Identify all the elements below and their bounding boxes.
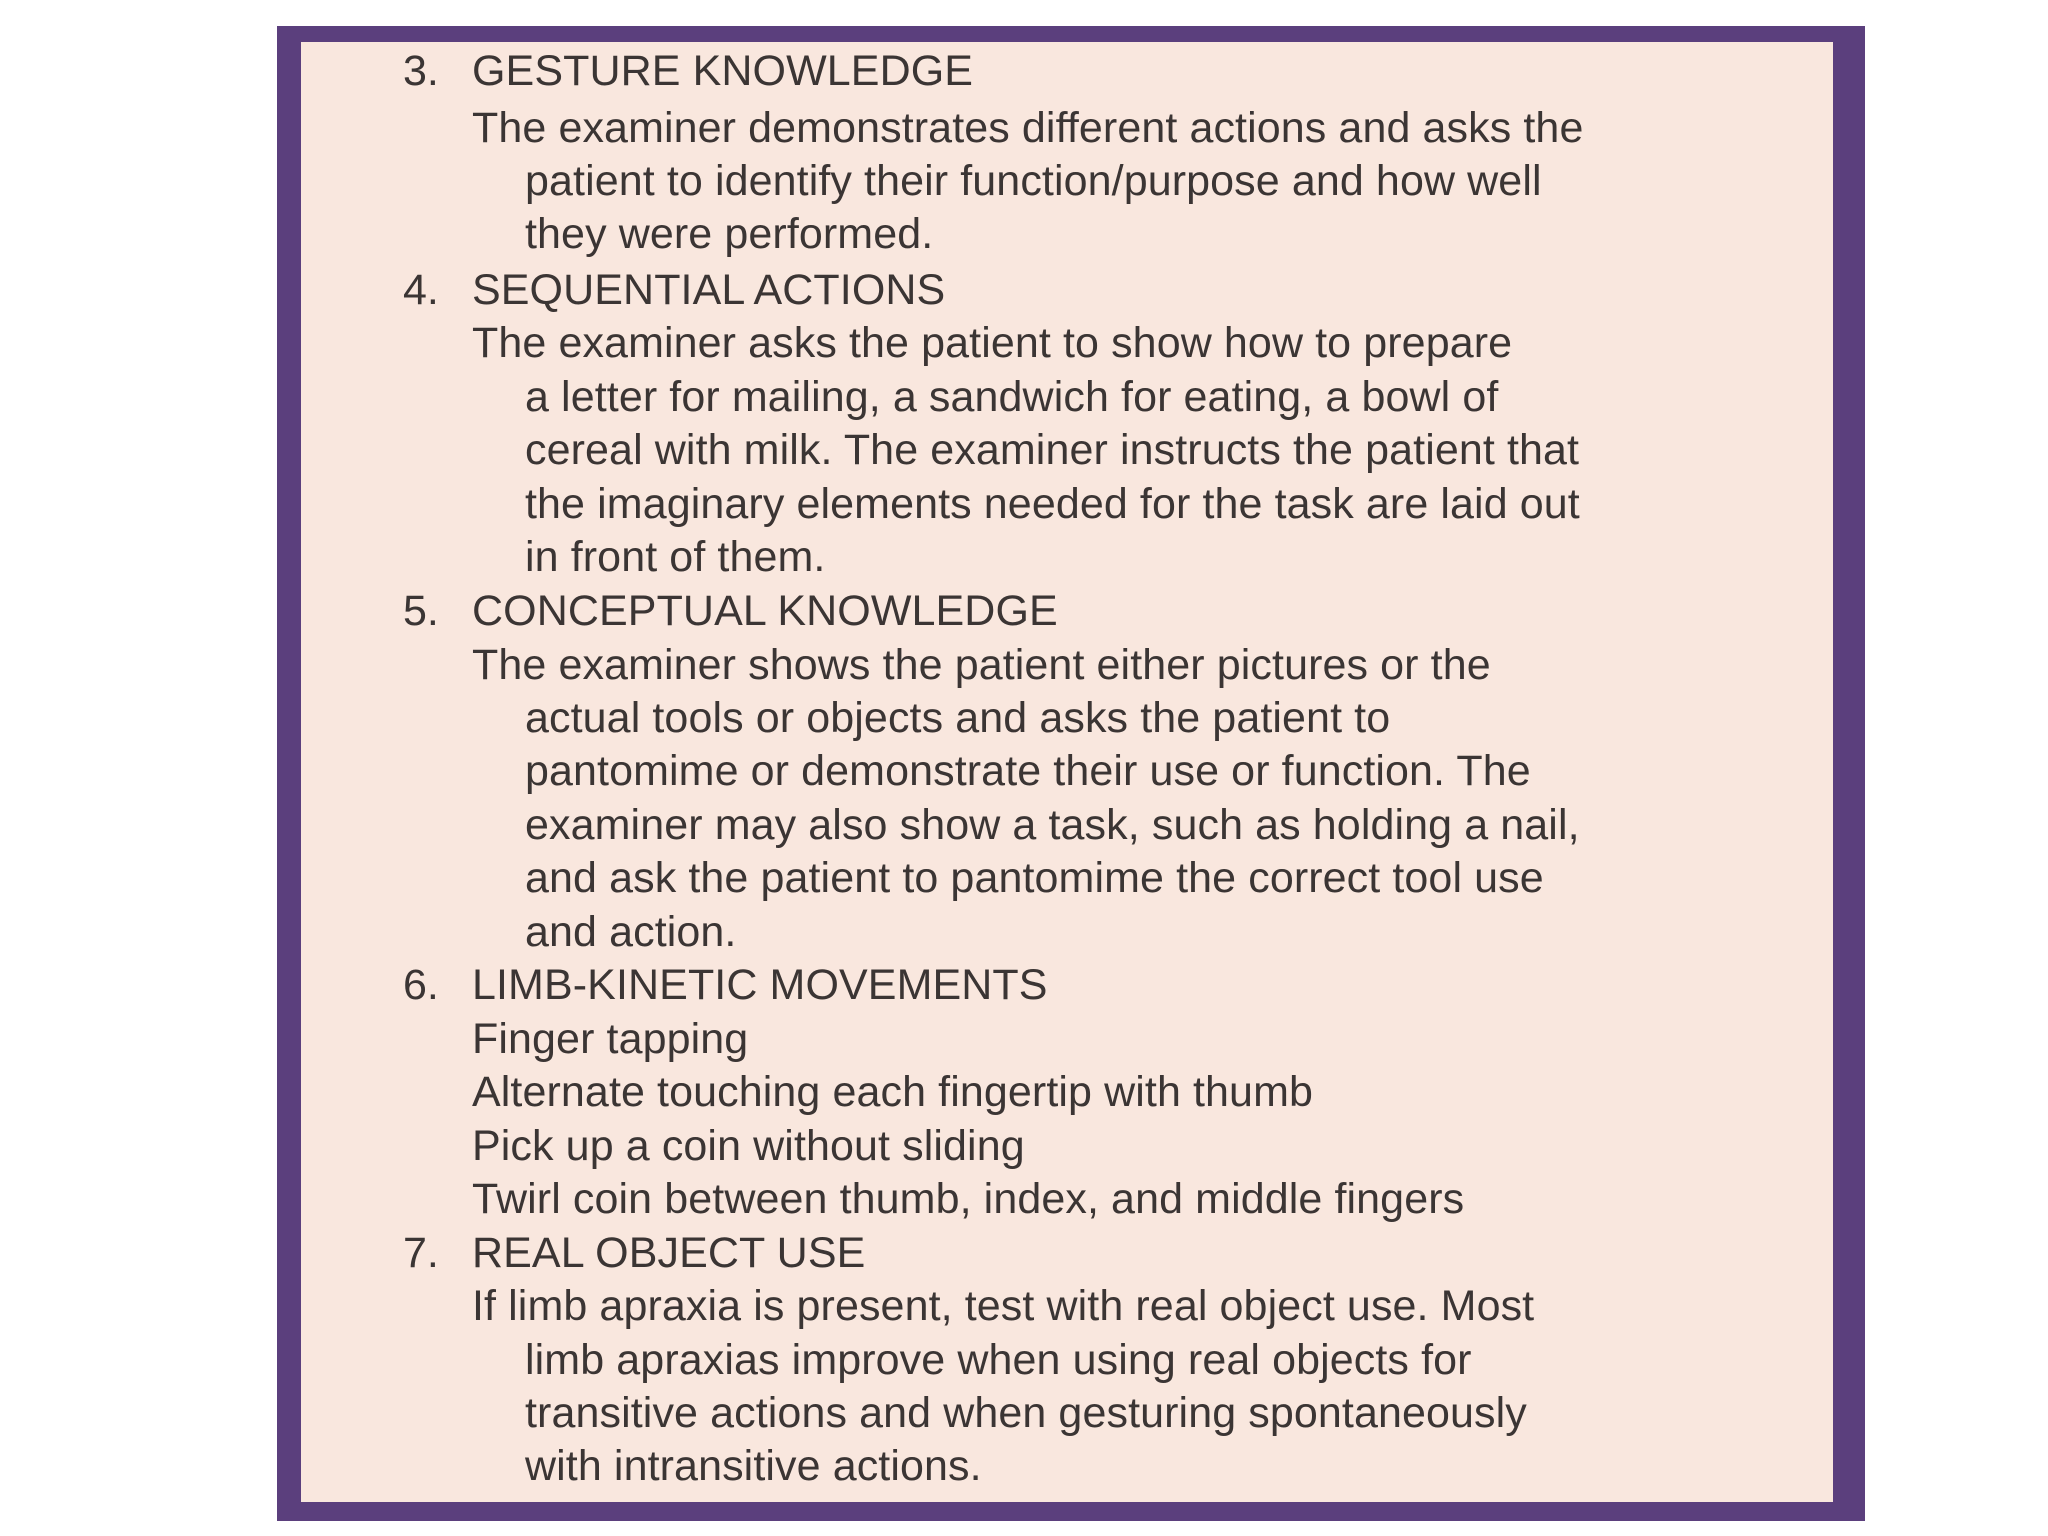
section-body-line: examiner may also show a task, such as holding a nail, bbox=[525, 801, 1580, 849]
section-body-line: The examiner demonstrates different actions and asks the bbox=[472, 104, 1584, 152]
section-body-line: pantomime or demonstrate their use or function. The bbox=[525, 747, 1531, 795]
section-body-line: cereal with milk. The examiner instructs the patient that bbox=[525, 426, 1580, 474]
section-number: 4. bbox=[403, 266, 439, 314]
section-number: 5. bbox=[403, 587, 439, 635]
section-body-line: Alternate touching each fingertip with thumb bbox=[472, 1068, 1314, 1116]
section-body-line: with intransitive actions. bbox=[525, 1442, 982, 1490]
section-body-line: Pick up a coin without sliding bbox=[472, 1122, 1025, 1170]
section-body-line: a letter for mailing, a sandwich for eating, a bowl of bbox=[525, 373, 1499, 421]
section-body-line: in front of them. bbox=[525, 533, 826, 581]
section-body-line: actual tools or objects and asks the patient to bbox=[525, 694, 1391, 742]
section-number: 6. bbox=[403, 961, 439, 1009]
section-number: 7. bbox=[403, 1229, 439, 1277]
section-body-line: and action. bbox=[525, 908, 737, 956]
section-body-line: Finger tapping bbox=[472, 1015, 749, 1063]
section-heading: SEQUENTIAL ACTIONS bbox=[472, 266, 946, 314]
section-body-line: patient to identify their function/purpose and how well bbox=[525, 157, 1542, 205]
section-body-line: and ask the patient to pantomime the correct tool use bbox=[525, 854, 1544, 902]
section-number: 3. bbox=[403, 47, 439, 95]
section-body-line: transitive actions and when gesturing spontaneously bbox=[525, 1389, 1527, 1437]
section-body-line: The examiner asks the patient to show how to prepare bbox=[472, 319, 1513, 367]
section-heading: REAL OBJECT USE bbox=[472, 1229, 866, 1277]
section-body-line: they were performed. bbox=[525, 210, 934, 258]
section-heading: LIMB-KINETIC MOVEMENTS bbox=[472, 961, 1048, 1009]
section-heading: CONCEPTUAL KNOWLEDGE bbox=[472, 587, 1058, 635]
section-body-line: the imaginary elements needed for the task are laid out bbox=[525, 480, 1580, 528]
section-body-line: If limb apraxia is present, test with real object use. Most bbox=[472, 1282, 1535, 1330]
section-body-line: limb apraxias improve when using real objects for bbox=[525, 1336, 1472, 1384]
section-body-line: Twirl coin between thumb, index, and middle fingers bbox=[472, 1175, 1465, 1223]
section-body-line: The examiner shows the patient either pictures or the bbox=[472, 641, 1491, 689]
section-heading: GESTURE KNOWLEDGE bbox=[472, 47, 974, 95]
